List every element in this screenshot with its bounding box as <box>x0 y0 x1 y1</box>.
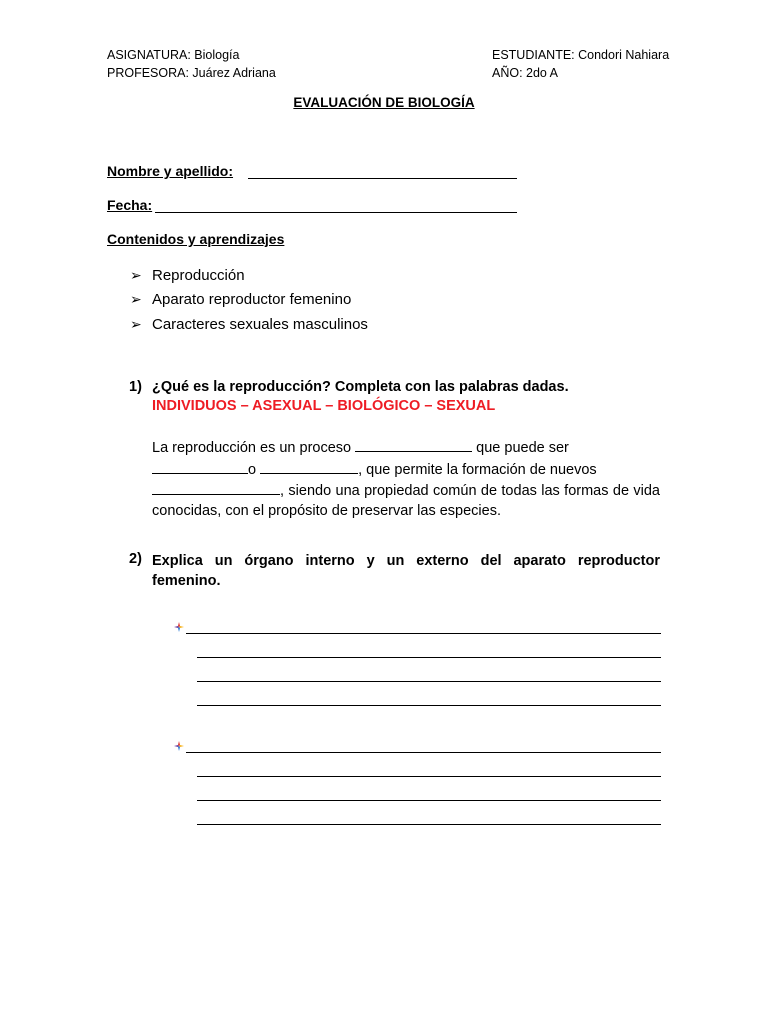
contents-heading: Contenidos y aprendizajes <box>107 231 285 247</box>
name-label: Nombre y apellido: <box>107 163 234 179</box>
student-label: ESTUDIANTE: Condori Nahiara <box>492 48 670 62</box>
arrow-bullet-icon: ➢ <box>130 266 142 283</box>
page-title: EVALUACIÓN DE BIOLOGÍA <box>293 95 475 110</box>
colored-bullet-icon <box>174 622 184 632</box>
answer-line[interactable] <box>197 681 661 682</box>
contents-list <box>130 263 368 337</box>
answer-line[interactable] <box>197 776 661 777</box>
arrow-bullet-icon: ➢ <box>130 315 142 332</box>
answer-line[interactable] <box>186 752 661 753</box>
colored-bullet-icon <box>174 741 184 751</box>
answer-line[interactable] <box>197 800 661 801</box>
name-field[interactable] <box>248 178 517 179</box>
answer-line[interactable] <box>197 824 661 825</box>
blank-field-1[interactable] <box>355 437 472 452</box>
blank-field-2[interactable] <box>152 459 248 474</box>
blank-field-3[interactable] <box>260 459 358 474</box>
subject-label: ASIGNATURA: Biología <box>107 48 240 62</box>
answer-line[interactable] <box>197 657 661 658</box>
teacher-label: PROFESORA: Juárez Adriana <box>107 66 276 80</box>
word-bank: INDIVIDUOS – ASEXUAL – BIOLÓGICO – SEXUAL <box>152 398 496 414</box>
question-2-text: Explica un órgano interno y un externo del aparato reproductor femenino. <box>152 553 660 589</box>
arrow-bullet-icon: ➢ <box>130 291 142 308</box>
list-item: ➢ Caracteres sexuales masculinos <box>130 315 368 333</box>
question-1-number: 1) <box>129 379 142 395</box>
answer-line[interactable] <box>197 705 661 706</box>
list-item: ➢ Aparato reproductor femenino <box>130 291 352 309</box>
question-2-number: 2) <box>129 551 142 567</box>
question-1-paragraph: La reproducción es un proceso que puede ser o , que permite la formación de nuevos , siendo una propiedad común de todas las formas de vida conocidas, con el propósito de preservar las especies. <box>152 437 660 521</box>
blank-field-4[interactable] <box>152 480 280 495</box>
date-field[interactable] <box>155 212 517 213</box>
question-1-text: ¿Qué es la reproducción? Completa con las palabras dadas. <box>152 379 569 395</box>
year-label: AÑO: 2do A <box>492 66 559 80</box>
list-item: ➢ Reproducción <box>130 266 245 284</box>
date-label: Fecha: <box>107 197 153 213</box>
answer-line[interactable] <box>186 633 661 634</box>
